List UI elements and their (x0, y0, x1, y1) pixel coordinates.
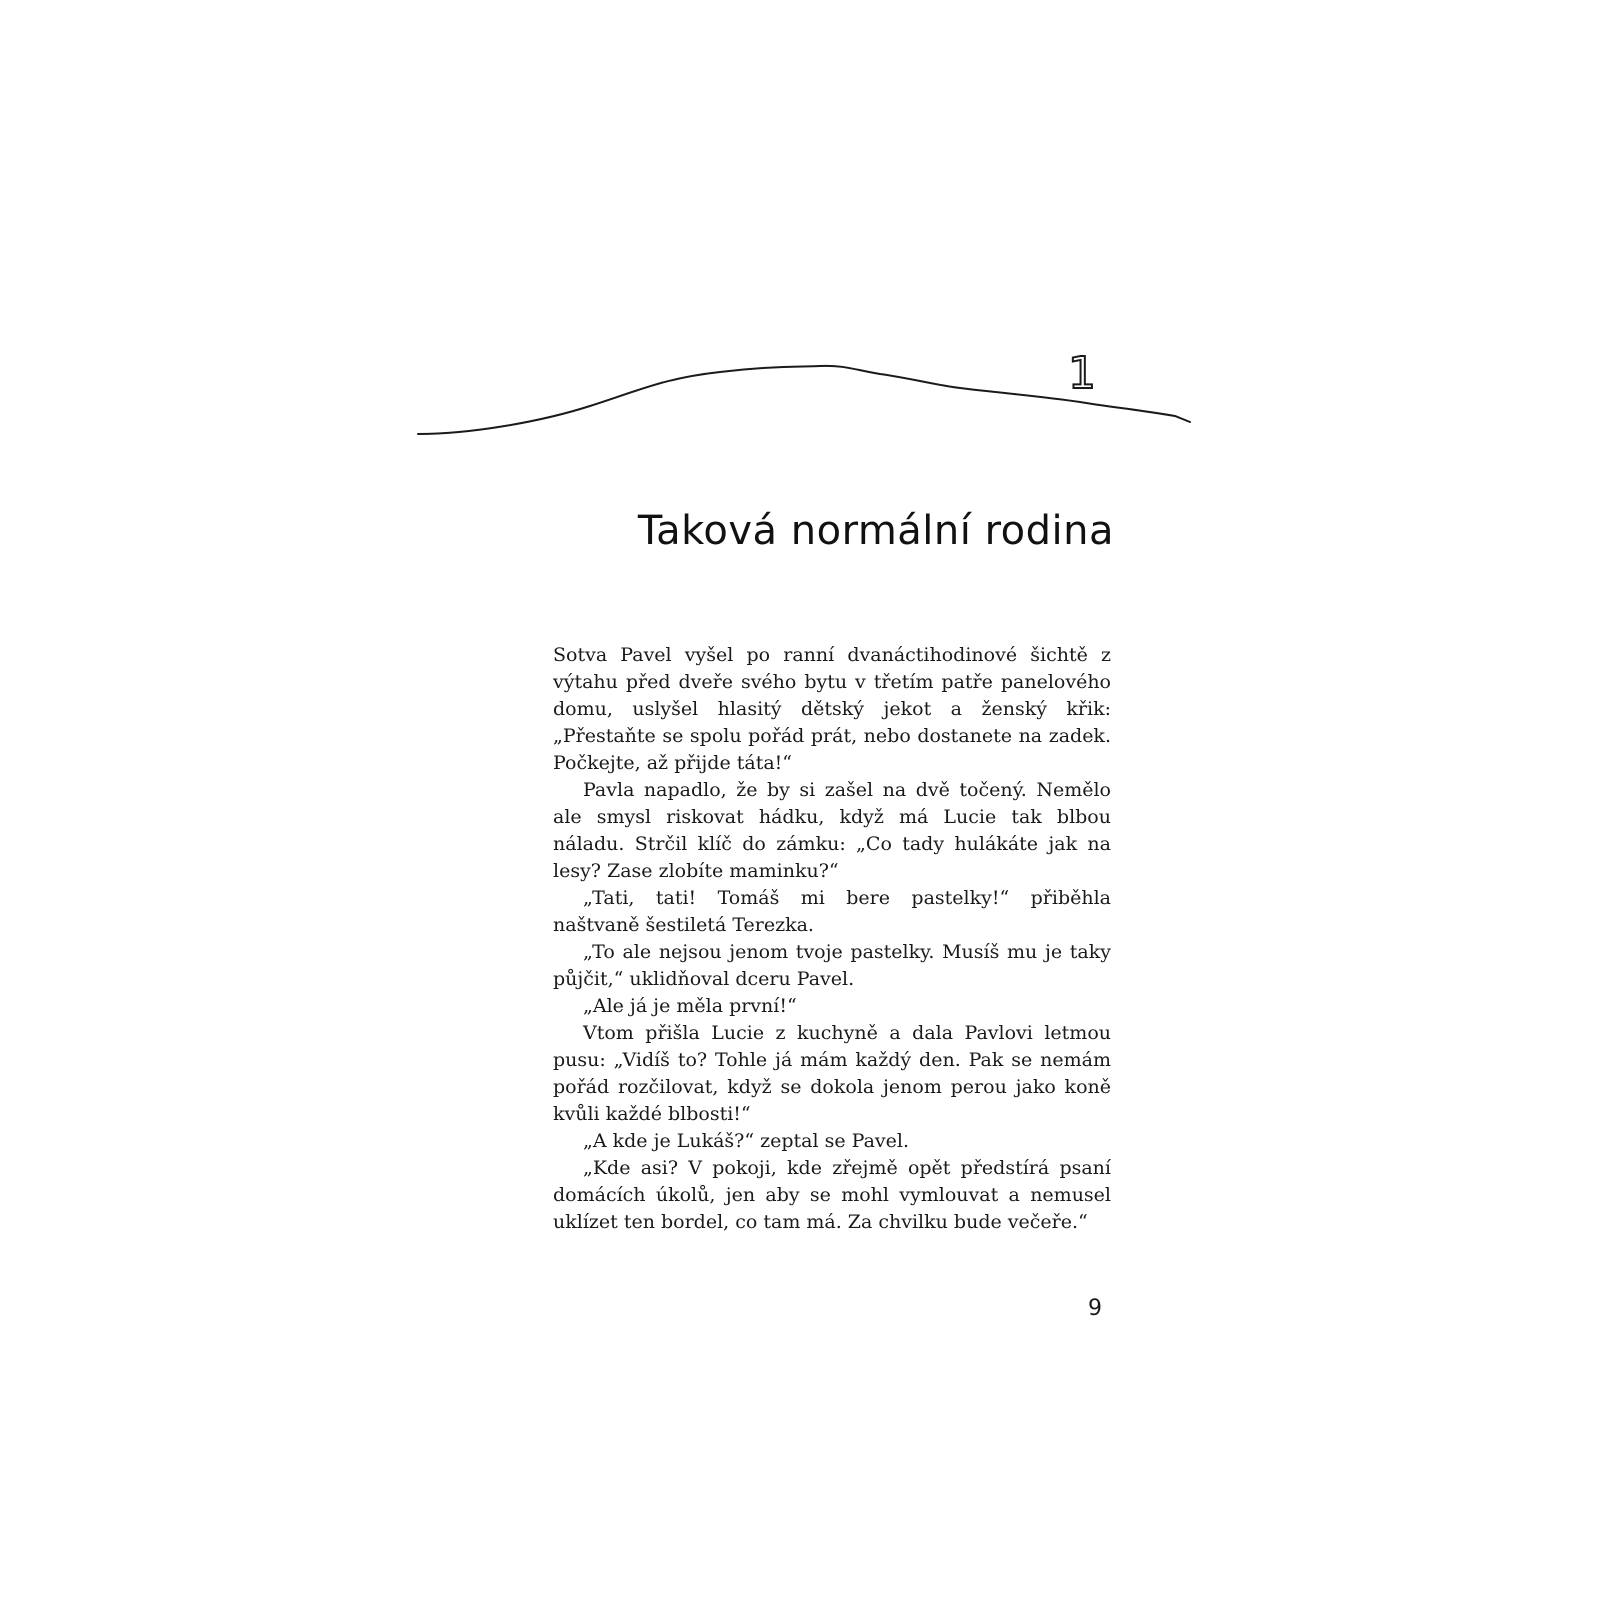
paragraph-1: Sotva Pavel vyšel po ranní dvanáctihodinové šichtě z výtahu před dveře svého bytu v třetím patře panelového domu, uslyšel hlasitý dětský jekot a ženský křik: „Přestaňte se spolu pořád prát, nebo dostanete na zadek. Počkejte, až přijde táta!“ (553, 644, 1111, 774)
chapter-title: Taková normální rodina (637, 508, 1114, 554)
paragraph-3: „Tati, tati! Tomáš mi bere pastelky!“ přiběhla naštvaně šestiletá Terezka. (553, 887, 1111, 936)
paragraph-7: „A kde je Lukáš?“ zeptal se Pavel. (583, 1130, 910, 1152)
paragraph-2: Pavla napadlo, že by si zašel na dvě točený. Nemělo ale smysl riskovat hádku, když má Lucie tak blbou náladu. Strčil klíč do zámku: „Co tady hulákáte jak na lesy? Zase zlobíte maminku?“ (553, 779, 1111, 882)
chapter-body (553, 642, 1111, 1236)
chapter-number: 1 (1068, 348, 1096, 399)
paragraph-4: „To ale nejsou jenom tvoje pastelky. Musíš mu je taky půjčit,“ uklidňoval dceru Pavel. (553, 941, 1111, 990)
paragraph-6: Vtom přišla Lucie z kuchyně a dala Pavlovi letmou pusu: „Vidíš to? Tohle já mám každý den. Pak se nemám pořád rozčilovat, když se dokola jenom perou jako koně kvůli každé blbosti!“ (553, 1022, 1111, 1125)
page-number: 9 (1088, 1296, 1102, 1321)
paragraph-8: „Kde asi? V pokoji, kde zřejmě opět předstírá psaní domácích úkolů, jen aby se mohl vymlouvat a nemusel uklízet ten bordel, co tam má. Za chvilku bude večeře.“ (553, 1157, 1111, 1233)
paragraph-5: „Ale já je měla první!“ (583, 995, 797, 1017)
